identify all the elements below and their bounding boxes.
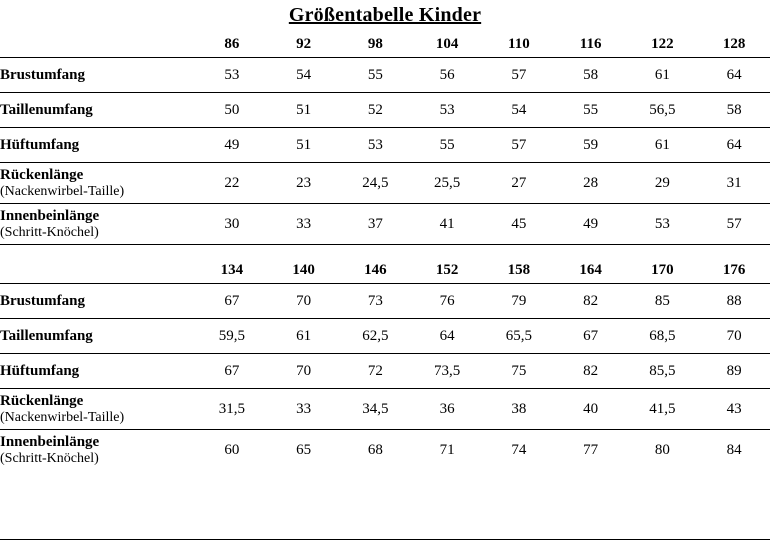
table-row	[0, 204, 770, 245]
measure-cell: 22	[224, 174, 240, 191]
measure-cell: 36	[439, 400, 455, 417]
row-label	[0, 128, 196, 163]
measure-cell: 72	[367, 362, 383, 379]
measure-cell: 76	[439, 292, 455, 309]
measure-cell: 70	[296, 362, 312, 379]
row-label-sub: (Nackenwirbel-Taille)	[0, 183, 125, 199]
measure-cell: 58	[583, 66, 599, 83]
size-header: 116	[579, 35, 602, 52]
row-label-main: Brustumfang	[0, 66, 86, 83]
measure-cell: 61	[296, 327, 312, 344]
measure-cell: 50	[224, 101, 240, 118]
measure-cell: 27	[511, 174, 527, 191]
measure-cell: 41	[439, 215, 455, 232]
measure-cell: 31,5	[218, 400, 245, 417]
size-header: 134	[220, 261, 244, 278]
measure-cell: 23	[296, 174, 312, 191]
measure-cell: 70	[726, 327, 742, 344]
row-label	[0, 284, 196, 319]
measure-cell: 29	[654, 174, 670, 191]
size-header: 110	[508, 35, 530, 52]
measure-cell: 54	[296, 66, 312, 83]
table-row	[0, 284, 770, 319]
row-label-main: Hüftumfang	[0, 136, 80, 153]
measure-cell: 53	[367, 136, 383, 153]
size-header: 164	[579, 261, 602, 278]
row-label-main: Innenbeinlänge	[0, 434, 100, 451]
table-row	[0, 430, 770, 471]
measure-cell: 55	[367, 66, 383, 83]
row-label-main: Rückenlänge	[0, 393, 84, 410]
measure-cell: 58	[726, 101, 742, 118]
measure-cell: 67	[224, 292, 240, 309]
row-label	[0, 204, 196, 245]
measure-cell: 74	[511, 441, 527, 458]
measure-cell: 53	[654, 215, 670, 232]
table-row	[0, 128, 770, 163]
measure-cell: 71	[439, 441, 455, 458]
measure-cell: 62,5	[362, 327, 389, 344]
size-header: 122	[651, 35, 674, 52]
row-label-sub: (Schritt-Knöchel)	[0, 224, 99, 240]
measure-cell: 67	[583, 327, 599, 344]
measure-cell: 28	[583, 174, 599, 191]
measure-cell: 56	[439, 66, 455, 83]
row-label	[0, 354, 196, 389]
measure-cell: 56,5	[649, 101, 676, 118]
measure-cell: 53	[224, 66, 240, 83]
measure-cell: 59	[583, 136, 599, 153]
measure-cell: 37	[367, 215, 383, 232]
page-title: Größentabelle Kinder	[288, 4, 482, 26]
size-header: 86	[224, 35, 240, 52]
row-label	[0, 430, 196, 471]
measure-cell: 88	[726, 292, 742, 309]
measure-cell: 33	[296, 400, 312, 417]
row-label-main: Brustumfang	[0, 292, 86, 309]
measure-cell: 51	[296, 136, 312, 153]
header-corner-cell	[0, 31, 196, 57]
size-header: 104	[435, 35, 459, 52]
measure-cell: 65,5	[505, 327, 532, 344]
measure-cell: 64	[439, 327, 455, 344]
measure-cell: 82	[583, 362, 599, 379]
table-row	[0, 93, 770, 128]
row-label-main: Innenbeinlänge	[0, 208, 100, 225]
row-label	[0, 93, 196, 128]
measure-cell: 70	[296, 292, 312, 309]
table-row	[0, 354, 770, 389]
measure-cell: 64	[726, 66, 742, 83]
measure-cell: 65	[296, 441, 312, 458]
measure-cell: 59,5	[218, 327, 245, 344]
measure-cell: 51	[296, 101, 312, 118]
size-header: 128	[722, 35, 746, 52]
size-header: 92	[296, 35, 312, 52]
measure-cell: 45	[511, 215, 527, 232]
measure-cell: 75	[511, 362, 527, 379]
measure-cell: 55	[439, 136, 455, 153]
size-header: 152	[435, 261, 459, 278]
measure-cell: 43	[726, 400, 742, 417]
measure-cell: 85,5	[649, 362, 676, 379]
table-row	[0, 58, 770, 93]
measure-cell: 85	[654, 292, 670, 309]
row-label-main: Rückenlänge	[0, 167, 84, 184]
measure-cell: 38	[511, 400, 527, 417]
measure-cell: 41,5	[649, 400, 676, 417]
measure-cell: 54	[511, 101, 527, 118]
row-label-main: Hüftumfang	[0, 362, 80, 379]
size-header: 176	[722, 261, 746, 278]
measure-cell: 64	[726, 136, 742, 153]
row-label-sub: (Schritt-Knöchel)	[0, 450, 99, 466]
measure-cell: 52	[367, 101, 383, 118]
measure-cell: 49	[583, 215, 599, 232]
measure-cell: 73	[367, 292, 383, 309]
measure-cell: 89	[726, 362, 742, 379]
measure-cell: 77	[583, 441, 599, 458]
row-label-main: Taillenumfang	[0, 327, 93, 344]
row-label	[0, 58, 196, 93]
table-row	[0, 319, 770, 354]
measure-cell: 49	[224, 136, 240, 153]
size-header: 140	[292, 261, 315, 278]
table-header-row	[0, 257, 770, 283]
measure-cell: 82	[583, 292, 599, 309]
measure-cell: 30	[224, 215, 240, 232]
measure-cell: 68	[367, 441, 383, 458]
measure-cell: 40	[583, 400, 599, 417]
measure-cell: 61	[654, 66, 670, 83]
header-corner-cell	[0, 257, 196, 283]
size-header: 170	[651, 261, 674, 278]
measure-cell: 60	[224, 441, 240, 458]
row-label	[0, 389, 196, 430]
measure-cell: 34,5	[362, 400, 389, 417]
row-label-main: Taillenumfang	[0, 101, 93, 118]
measure-cell: 55	[583, 101, 599, 118]
measure-cell: 57	[511, 136, 527, 153]
size-header: 146	[364, 261, 387, 278]
row-label-sub: (Nackenwirbel-Taille)	[0, 409, 125, 425]
size-table-block-2	[0, 257, 770, 470]
measure-cell: 84	[726, 441, 742, 458]
measure-cell: 73,5	[434, 362, 461, 379]
size-table-block-1	[0, 31, 770, 257]
size-header: 98	[367, 35, 383, 52]
measure-cell: 79	[511, 292, 527, 309]
measure-cell: 68,5	[649, 327, 676, 344]
measure-cell: 57	[726, 215, 742, 232]
block-spacer	[0, 245, 770, 258]
measure-cell: 33	[296, 215, 312, 232]
measure-cell: 25,5	[434, 174, 461, 191]
measure-cell: 80	[654, 441, 670, 458]
row-label	[0, 163, 196, 204]
table-header-row	[0, 31, 770, 57]
measure-cell: 67	[224, 362, 240, 379]
row-label	[0, 319, 196, 354]
measure-cell: 53	[439, 101, 455, 118]
measure-cell: 57	[511, 66, 527, 83]
measure-cell: 61	[654, 136, 670, 153]
measure-cell: 31	[726, 174, 742, 191]
table-row	[0, 163, 770, 204]
table-row	[0, 389, 770, 430]
measure-cell: 24,5	[362, 174, 389, 191]
size-header: 158	[507, 261, 531, 278]
